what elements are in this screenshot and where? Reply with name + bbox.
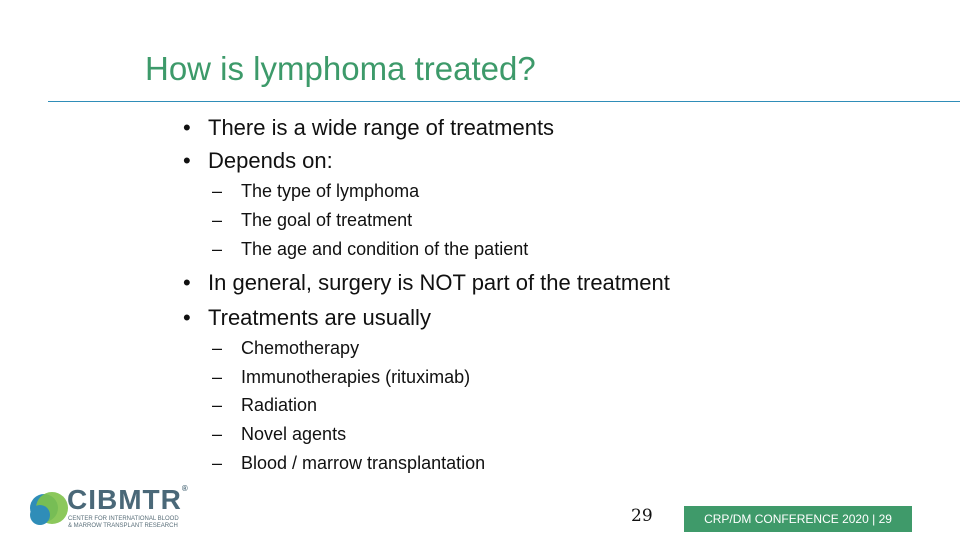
sub-bullet-mark: –: [212, 338, 223, 358]
bullet-text: There is a wide range of treatments: [208, 115, 555, 140]
bullet-mark: •: [183, 148, 191, 173]
slide-title: How is lymphoma treated?: [145, 50, 536, 87]
bullet-text: Depends on:: [208, 148, 333, 173]
page-number: 29: [631, 506, 653, 526]
sub-bullet-text: The age and condition of the patient: [241, 239, 529, 259]
footer-label: CRP/DM CONFERENCE 2020 | 29: [704, 512, 892, 526]
logo-subtitle-line1: CENTER FOR INTERNATIONAL BLOOD: [68, 516, 179, 522]
sub-bullet-mark: –: [212, 395, 223, 415]
logo-subtitle-line2: & MARROW TRANSPLANT RESEARCH: [68, 523, 178, 529]
bullet-mark: •: [183, 305, 191, 330]
bullet-text: Treatments are usually: [208, 305, 431, 330]
sub-bullet-text: Chemotherapy: [241, 338, 360, 358]
sub-bullet-mark: –: [212, 239, 223, 259]
bullet-text: In general, surgery is NOT part of the treatment: [208, 270, 670, 295]
sub-bullet-text: Radiation: [241, 395, 318, 415]
sub-bullet-text: The type of lymphoma: [241, 181, 420, 201]
sub-bullet-mark: –: [212, 367, 223, 387]
bullet-mark: •: [183, 115, 191, 140]
sub-bullet-mark: –: [212, 453, 223, 473]
sub-bullet-mark: –: [212, 424, 223, 444]
logo-name: CIBMTR: [67, 484, 182, 515]
sub-bullet-text: Novel agents: [241, 424, 347, 444]
logo-trademark: ®: [181, 484, 189, 493]
logo-wordmark: [67, 484, 189, 516]
footer-banner: [684, 506, 912, 532]
sub-bullet-text: Immunotherapies (rituximab): [241, 367, 471, 387]
logo-subtitle: [68, 516, 179, 530]
sub-bullet-mark: –: [212, 210, 223, 230]
bullet-mark: •: [183, 270, 191, 295]
sub-bullet-text: The goal of treatment: [241, 210, 413, 230]
sub-bullet-mark: –: [212, 181, 223, 201]
sub-bullet-text: Blood / marrow transplantation: [241, 453, 486, 473]
